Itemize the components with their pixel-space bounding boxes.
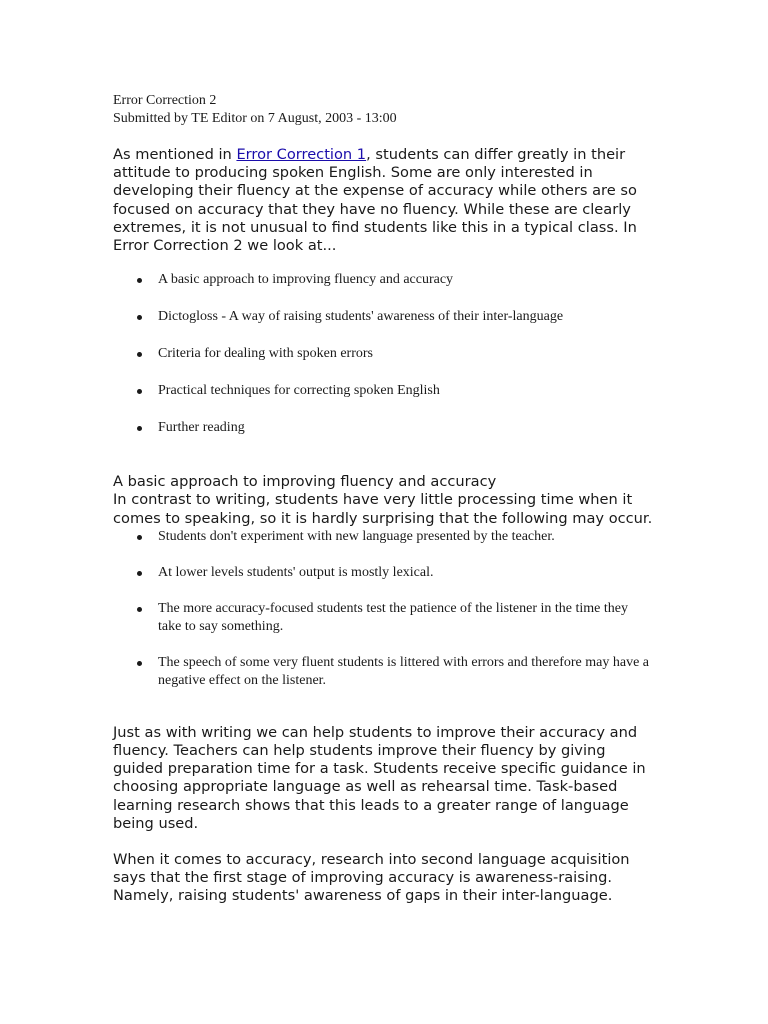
list-item-label: Dictogloss - A way of raising students' awareness of their inter-language xyxy=(158,309,564,325)
article xyxy=(113,92,653,906)
fluency-paragraph: Just as with writing we can help students to improve their accuracy and fluency. Teachers can help students improve their fluency by giving guided preparation time for a task. Students receive specific guidance in choosing appropriate language as well as rehearsal time. Task-based learning research shows that this leads to a greater range of language being used. xyxy=(113,723,646,832)
list-item xyxy=(113,564,653,582)
page-title: Error Correction 2 xyxy=(113,93,217,108)
list-item xyxy=(113,419,653,437)
intro-text-before: As mentioned in xyxy=(113,146,237,163)
bullet-icon xyxy=(137,352,142,357)
error-correction-1-link[interactable]: Error Correction 1 xyxy=(236,146,367,163)
list-item xyxy=(113,528,653,546)
bullet-icon xyxy=(137,571,142,576)
list-item-label: Practical techniques for correcting spoken English xyxy=(158,383,440,399)
list-item-label: The more accuracy-focused students test the patience of the listener in the time they take to say something. xyxy=(158,600,628,634)
list-item xyxy=(113,271,653,289)
submitted-byline: Submitted by TE Editor on 7 August, 2003 - 13:00 xyxy=(113,111,397,126)
list-item xyxy=(113,345,653,363)
issues-list xyxy=(113,528,653,690)
list-item xyxy=(113,308,653,326)
list-item-label: Criteria for dealing with spoken errors xyxy=(158,346,373,362)
list-item-label: At lower levels students' output is mostly lexical. xyxy=(158,564,434,580)
bullet-icon xyxy=(137,426,142,431)
list-item-label: Further reading xyxy=(158,420,245,436)
intro-text-after: , students can differ greatly in their attitude to producing spoken English. Some are only interested in developing their fluency at the expense of accuracy while others are so focused on accuracy that they have no fluency. While these are clearly extremes, it is not unusual to find students like this in a typical class. In Error Correction 2 we look at... xyxy=(113,146,637,255)
list-item-label: Students don't experiment with new language presented by the teacher. xyxy=(158,528,555,544)
section-lead: In contrast to writing, students have very little processing time when it comes to speaking, so it is hardly surprising that the following may occur. xyxy=(113,491,653,527)
list-item-label: A basic approach to improving fluency and accuracy xyxy=(158,272,454,288)
intro-paragraph xyxy=(113,146,653,255)
bullet-icon xyxy=(137,535,142,540)
bullet-icon xyxy=(137,607,142,612)
accuracy-paragraph: When it comes to accuracy, research into second language acquisition says that the first stage of improving accuracy is awareness-raising. Namely, raising students' awareness of gaps in their inter-language. xyxy=(113,851,630,905)
section-heading: A basic approach to improving fluency and accuracy xyxy=(113,473,497,491)
bullet-icon xyxy=(137,278,142,283)
list-item xyxy=(113,654,653,690)
list-item-label: The speech of some very fluent students is littered with errors and therefore may have a negative effect on the listener. xyxy=(158,654,649,688)
bullet-icon xyxy=(137,389,142,394)
list-item xyxy=(113,600,653,636)
list-item xyxy=(113,382,653,400)
bullet-icon xyxy=(137,661,142,666)
bullet-icon xyxy=(137,315,142,320)
contents-list xyxy=(113,271,653,437)
